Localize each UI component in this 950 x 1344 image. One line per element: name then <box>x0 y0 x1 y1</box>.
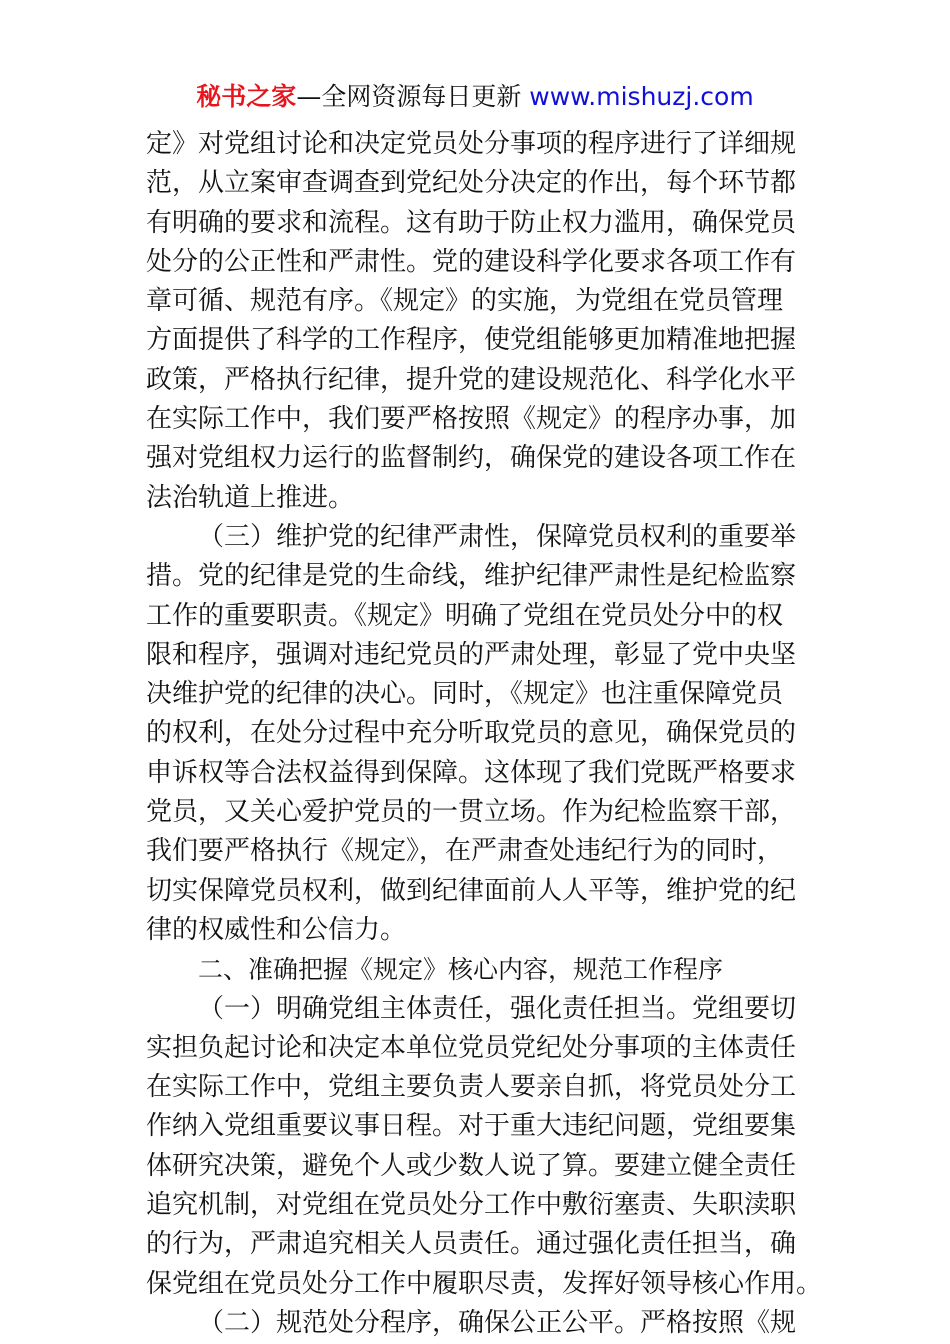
text-line: 政策，严格执行纪律，提升党的建设规范化、科学化水平 <box>146 364 797 395</box>
text-line: 申诉权等合法权益得到保障。这体现了我们党既严格要求 <box>146 757 797 788</box>
document-body <box>146 125 823 1343</box>
paragraph-start-line: （一）明确党组主体责任，强化责任担当。党组要切 <box>198 993 797 1024</box>
text-line: 限和程序，强调对违纪党员的严肃处理，彰显了党中央坚 <box>146 639 797 670</box>
text-line: 体研究决策，避免个人或少数人说了算。要建立健全责任 <box>146 1150 797 1181</box>
text-line: 工作的重要职责。《规定》明确了党组在党员处分中的权 <box>146 600 784 631</box>
text-line: 方面提供了科学的工作程序，使党组能够更加精准地把握 <box>146 325 797 356</box>
text-line: 追究机制，对党组在党员处分工作中敷衍塞责、失职渎职 <box>146 1190 797 1221</box>
text-line: 实担负起讨论和决定本单位党员党纪处分事项的主体责任 <box>146 1032 797 1063</box>
text-line: 定》对党组讨论和决定党员处分事项的程序进行了详细规 <box>146 129 797 159</box>
text-line: 决维护党的纪律的决心。同时，《规定》也注重保障党员 <box>146 679 784 710</box>
site-url-link[interactable]: www.mishuzj.com <box>529 82 754 111</box>
section-heading: 二、准确把握《规定》核心内容，规范工作程序 <box>198 955 724 985</box>
text-line: 强对党组权力运行的监督制约，确保党的建设各项工作在 <box>146 443 797 474</box>
text-line: 有明确的要求和流程。这有助于防止权力滥用，确保党员 <box>146 207 797 238</box>
text-line: 的权利，在处分过程中充分听取党员的意见，确保党员的 <box>146 718 797 749</box>
text-line: 处分的公正性和严肃性。党的建设科学化要求各项工作有 <box>146 246 797 277</box>
paragraph-start-line: （三）维护党的纪律严肃性，保障党员权利的重要举 <box>198 521 797 552</box>
site-header <box>0 80 950 114</box>
paragraph-start-line: （二）规范处分程序，确保公正公平。严格按照《规 <box>198 1307 797 1338</box>
text-line: 律的权威性和公信力。 <box>146 914 407 945</box>
brand-name: 秘书之家 <box>196 82 297 111</box>
text-line: 范，从立案审查调查到党纪处分决定的作出，每个环节都 <box>146 168 797 199</box>
text-line: 章可循、规范有序。《规定》的实施，为党组在党员管理 <box>146 286 784 317</box>
text-line: 在实际工作中，党组主要负责人要亲自抓，将党员处分工 <box>146 1072 797 1103</box>
text-line: 保党组在党员处分工作中履职尽责，发挥好领导核心作用。 <box>146 1268 823 1299</box>
header-tagline: —全网资源每日更新 <box>296 82 530 111</box>
text-line: 法治轨道上推进。 <box>146 482 355 513</box>
text-line: 的行为，严肃追究相关人员责任。通过强化责任担当，确 <box>146 1229 797 1260</box>
text-line: 切实保障党员权利，做到纪律面前人人平等，维护党的纪 <box>146 875 797 906</box>
text-line: 作纳入党组重要议事日程。对于重大违纪问题，党组要集 <box>146 1111 797 1142</box>
text-line: 措。党的纪律是党的生命线，维护纪律严肃性是纪检监察 <box>146 561 797 592</box>
text-line: 在实际工作中，我们要严格按照《规定》的程序办事，加 <box>146 404 797 435</box>
text-line: 党员，又关心爱护党员的一贯立场。作为纪检监察干部， <box>146 797 797 828</box>
text-line: 我们要严格执行《规定》，在严肃查处违纪行为的同时， <box>146 836 784 867</box>
